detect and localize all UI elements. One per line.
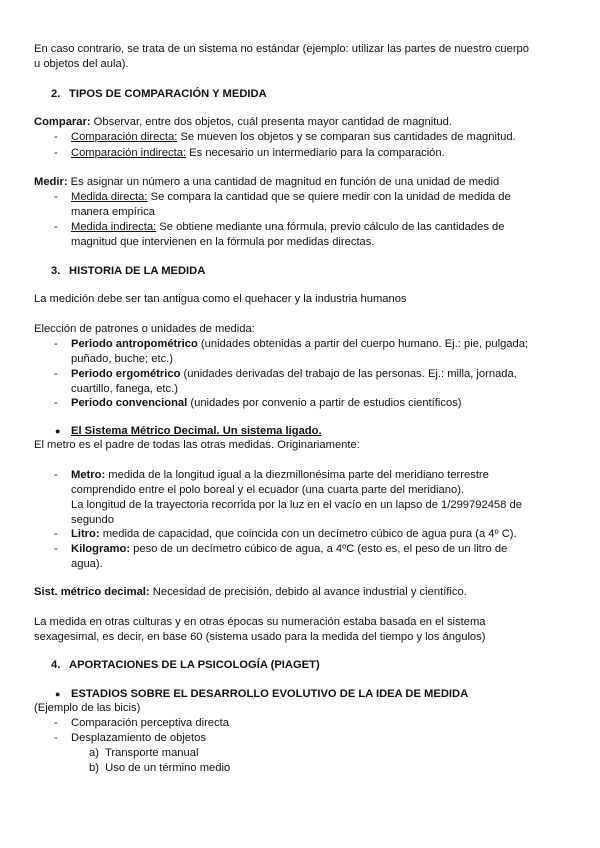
item-text: peso de un decímetro cúbico de agua, a 4ºC (esto es, el peso de un litro de <box>130 543 508 555</box>
term: Periodo ergométrico <box>71 368 181 380</box>
list-item <box>71 337 528 352</box>
section-2-heading <box>51 87 267 102</box>
dash-marker: - <box>54 368 58 380</box>
estadios-heading <box>71 687 468 702</box>
list-item: Desplazamiento de objetos <box>71 732 206 744</box>
section-number: 2. <box>51 88 61 100</box>
item-text: (unidades obtenidas a partir del cuerpo humano. Ej.: pie, pulgada; <box>197 338 529 350</box>
list-item <box>71 542 507 557</box>
smd-heading <box>71 424 322 439</box>
dash-marker: - <box>54 131 58 143</box>
item-text: medida de capacidad, que coincida con un decímetro cúbico de agua pura (a 4º C). <box>99 528 517 540</box>
term: Medida indirecta: <box>71 221 157 233</box>
sub-item-label: b) <box>89 762 99 774</box>
dash-marker: - <box>54 528 58 540</box>
paragraph-line: La medida en otras culturas y en otras épocas su numeración estaba basada en el sistema <box>34 616 486 628</box>
term: Kilogramo: <box>71 543 131 555</box>
dash-marker: - <box>54 469 58 481</box>
item-text: (unidades derivadas del trabajo de las personas. Ej.: milla, jornada, <box>180 368 517 380</box>
section-number: 4. <box>51 659 61 671</box>
term: Comparación indirecta: <box>71 147 187 159</box>
section-4-heading <box>51 658 320 673</box>
list-item: Comparación perceptiva directa <box>71 717 229 729</box>
sub-list-item <box>89 746 198 761</box>
list-item <box>71 468 489 483</box>
comparar-definition <box>34 115 574 130</box>
dash-marker: - <box>54 147 58 159</box>
intro-line-1: En caso contrario, se trata de un sistema no estándar (ejemplo: utilizar las partes de nuestro cuerpo <box>34 43 529 55</box>
list-item-continuation: puñado, buche; etc.) <box>71 353 174 365</box>
item-text: medida de la longitud igual a la diezmillonésima parte del meridiano terrestre <box>105 469 489 481</box>
section-title: APORTACIONES DE LA PSICOLOGÍA (PIAGET) <box>69 659 320 671</box>
list-item-continuation: agua). <box>71 558 103 570</box>
term: Sist. métrico decimal: <box>34 586 150 598</box>
dash-marker: - <box>54 221 58 233</box>
list-item <box>71 396 462 411</box>
medir-definition <box>34 175 574 190</box>
dash-marker: - <box>54 543 58 555</box>
dash-marker: - <box>54 717 58 729</box>
list-item <box>71 367 517 382</box>
term: Comparar: <box>34 116 91 128</box>
smd-definition <box>34 585 574 600</box>
list-item <box>71 146 445 161</box>
term: Medir: <box>34 176 68 188</box>
bullet-marker: ● <box>55 689 61 699</box>
section-3-heading <box>51 264 205 279</box>
list-item-continuation: manera empírica <box>71 206 155 218</box>
paragraph: La medición debe ser tan antigua como el quehacer y la industria humanos <box>34 293 407 305</box>
list-item-continuation: cuartillo, fanega, etc.) <box>71 383 178 395</box>
list-item-continuation: magnitud que intervienen en la fórmula por medidas directas. <box>71 236 375 248</box>
list-item-continuation: segundo <box>71 514 114 526</box>
list-item <box>71 130 516 145</box>
definition-text: Observar, entre dos objetos, cuál presenta mayor cantidad de magnitud. <box>90 116 452 128</box>
item-text: (unidades por convenio a partir de estudios científicos) <box>187 397 462 409</box>
dash-marker: - <box>54 732 58 744</box>
section-number: 3. <box>51 265 61 277</box>
sub-list-item <box>89 761 230 776</box>
heading-text: ESTADIOS SOBRE EL DESARROLLO EVOLUTIVO DE LA IDEA DE MEDIDA <box>71 688 469 700</box>
definition-text: Es asignar un número a una cantidad de magnitud en función de una unidad de medid <box>67 176 500 188</box>
dash-marker: - <box>54 397 58 409</box>
paragraph: El metro es el padre de todas las otras medidas. Originariamente: <box>34 439 360 451</box>
sub-item-text: Transporte manual <box>104 747 199 759</box>
item-text: Se mueven los objetos y se comparan sus cantidades de magnitud. <box>177 131 516 143</box>
term: Litro: <box>71 528 100 540</box>
heading-text: El Sistema Métrico Decimal. Un sistema ligado. <box>71 425 322 437</box>
paragraph-line: sexagesimal, es decir, en base 60 (sistema usado para la medida del tiempo y los ángulos) <box>34 631 486 643</box>
bullet-marker: ● <box>55 426 61 436</box>
list-item <box>71 190 511 205</box>
dash-marker: - <box>54 338 58 350</box>
sub-item-label: a) <box>89 747 99 759</box>
list-item-continuation: La longitud de la trayectoria recorrida por la luz en el vacío en un lapso de 1/299792458 de <box>71 499 522 511</box>
definition-text: Necesidad de precisión, debido al avance industrial y científico. <box>149 586 467 598</box>
intro-line-2: u objetos del aula). <box>34 58 129 70</box>
sub-item-text: Uso de un término medio <box>105 762 231 774</box>
dash-marker: - <box>54 191 58 203</box>
term: Periodo antropométrico <box>71 338 198 350</box>
term: Periodo convencional <box>71 397 188 409</box>
item-text: Se obtiene mediante una fórmula, previo cálculo de las cantidades de <box>156 221 505 233</box>
section-title: HISTORIA DE LA MEDIDA <box>69 265 206 277</box>
list-item <box>71 220 504 235</box>
paragraph: Elección de patrones o unidades de medida: <box>34 323 255 335</box>
term: Metro: <box>71 469 106 481</box>
section-title: TIPOS DE COMPARACIÓN Y MEDIDA <box>69 88 267 100</box>
item-text: Se compara la cantidad que se quiere medir con la unidad de medida de <box>147 191 511 203</box>
list-item <box>71 527 517 542</box>
item-text: Es necesario un intermediario para la comparación. <box>186 147 445 159</box>
term: Medida directa: <box>71 191 148 203</box>
list-item-continuation: comprendido entre el polo boreal y el ecuador (una cuarta parte del meridiano). <box>71 484 465 496</box>
term: Comparación directa: <box>71 131 178 143</box>
paragraph: (Ejemplo de las bicis) <box>34 702 141 714</box>
